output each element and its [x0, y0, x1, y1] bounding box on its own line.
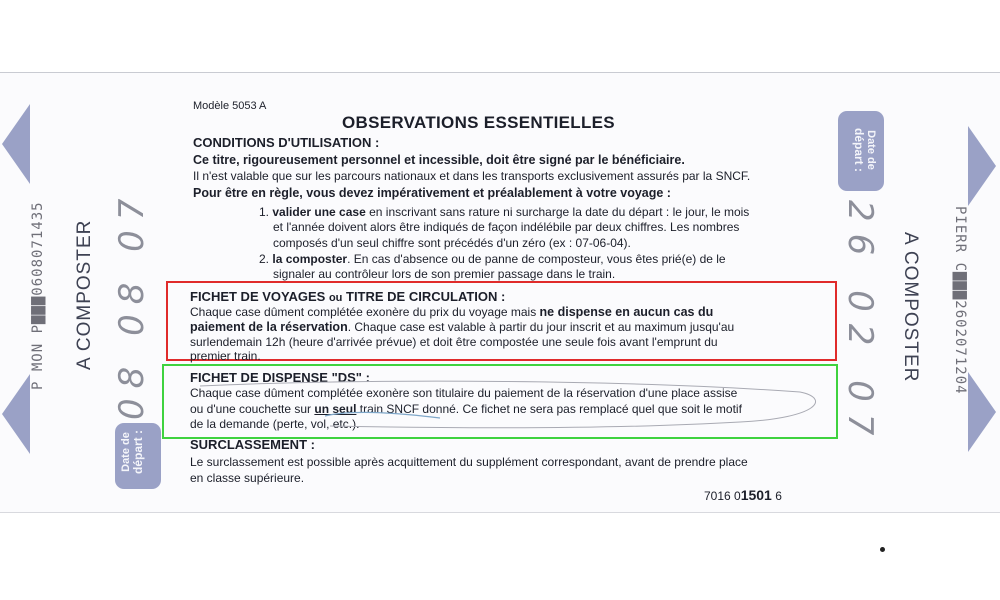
fichet-voyages-line-4: premier train. — [190, 349, 261, 363]
right-handwritten-date: 26 02 07 — [840, 200, 880, 448]
rule-2-number: 2. — [259, 252, 270, 266]
ink-dot — [880, 547, 885, 552]
page-title: OBSERVATIONS ESSENTIELLES — [342, 113, 615, 132]
left-handwritten-date: 08 08 07 — [112, 188, 152, 420]
left-top-arrow-icon — [0, 100, 32, 188]
rule-1-line-2: et l'année doivent alors être indiqués de façon indélébile par deux chiffres. Les nombres — [273, 220, 740, 234]
ticket-code-c: 6 — [771, 489, 782, 503]
left-date-label-line1: Date de — [120, 432, 132, 472]
rule-2-bold: la composter — [272, 252, 348, 266]
rule-1-bold: valider une case — [272, 205, 366, 219]
fichet-dispense-line-1: Chaque case dûment complétée exonère son titulaire du paiement de la réservation d'une place assise — [190, 386, 738, 400]
surclassement-line-1: Le surclassement est possible après acquittement du supplément correspondant, avant de prendre place — [190, 455, 748, 469]
left-bottom-arrow-icon — [0, 370, 32, 458]
fichet-dispense-text-2b: train SNCF donné. Ce fichet ne sera pas remplacé quel que soit le motif — [356, 402, 742, 416]
rule-1-number: 1. — [259, 205, 270, 219]
right-serial-number: PIERR C▇▇▇2602071204 — [952, 206, 968, 395]
fichet-voyages-text-1: Chaque case dûment complétée exonère du prix du voyage mais — [190, 305, 540, 319]
pencil-scribble — [180, 378, 840, 438]
fichet-voyages-heading-a: FICHET DE VOYAGES — [190, 289, 329, 304]
left-composter-label: A COMPOSTER — [74, 219, 95, 370]
rule-2-line-1 — [259, 252, 726, 266]
fichet-voyages-text-2: . Chaque case est valable à partir du jour inscrit et au maximum jusqu'au — [347, 320, 735, 334]
right-date-label-line1: Date de — [865, 130, 877, 170]
fichet-voyages-line-1 — [190, 305, 713, 319]
conditions-bold-line: Ce titre, rigoureusement personnel et incessible, doit être signé par le bénéficiaire. — [193, 153, 685, 167]
fichet-dispense-line-3: de la demande (perte, vol, etc.). — [190, 417, 360, 431]
fichet-voyages-line-3: surlendemain 12h (heure d'arrivée prévue) et doit être compostée une seule fois avant l'emprunt du — [190, 335, 718, 349]
fichet-dispense-text-2a: ou d'une couchette sur — [190, 402, 315, 416]
ticket-code-a: 7016 0 — [704, 489, 741, 503]
fichet-voyages-heading — [190, 290, 505, 305]
conditions-heading: CONDITIONS D'UTILISATION : — [193, 135, 380, 150]
left-date-label — [120, 422, 144, 482]
fichet-voyages-bold-1: ne dispense en aucun cas du — [539, 305, 714, 319]
model-number: Modèle 5053 A — [193, 100, 267, 112]
fichet-dispense-bold: un seul — [314, 402, 357, 416]
fichet-voyages-line-2 — [190, 320, 734, 334]
ticket-code — [704, 488, 782, 503]
right-top-arrow-icon — [966, 122, 998, 210]
fichet-dispense-heading: FICHET DE DISPENSE "DS" : — [190, 370, 370, 385]
rule-1-line-3: composés d'un seul chiffre sont précédés d'un zéro (ex : 07-06-04). — [273, 236, 631, 250]
ticket-code-b: 1501 — [740, 487, 772, 503]
ticket-bottom-edge — [0, 512, 1000, 513]
left-depart-label-line2: départ : — [131, 430, 145, 475]
surclassement-line-2: en classe supérieure. — [190, 471, 305, 485]
conditions-line: Il n'est valable que sur les parcours nationaux et dans les transports exclusivement assurés par la SNCF. — [193, 169, 751, 183]
right-composter-label: A COMPOSTER — [900, 232, 921, 383]
fichet-voyages-bold-2: paiement de la réservation — [190, 320, 348, 334]
rule-1-line-1 — [259, 205, 749, 219]
rule-2-line-2: signaler au contrôleur lors de son premier passage dans le train. — [273, 267, 616, 281]
left-serial-number: P MON P▇▇▇0608071435 — [30, 201, 46, 390]
rule-1-text-1: en inscrivant sans rature ni surcharge la date du départ : le jour, le mois — [369, 205, 750, 219]
right-bottom-arrow-icon — [966, 368, 998, 456]
fichet-voyages-heading-b: ou — [328, 292, 343, 304]
rules-heading: Pour être en règle, vous devez impérativement et préalablement à votre voyage : — [193, 186, 671, 200]
right-depart-label-line2: départ : — [852, 127, 866, 172]
right-date-label — [853, 114, 877, 186]
fichet-voyages-heading-c: TITRE DE CIRCULATION : — [342, 289, 506, 304]
rule-2-text-1: . En cas d'absence ou de panne de composteur, vous êtes prié(e) de le — [347, 252, 726, 266]
surclassement-heading: SURCLASSEMENT : — [190, 437, 315, 452]
